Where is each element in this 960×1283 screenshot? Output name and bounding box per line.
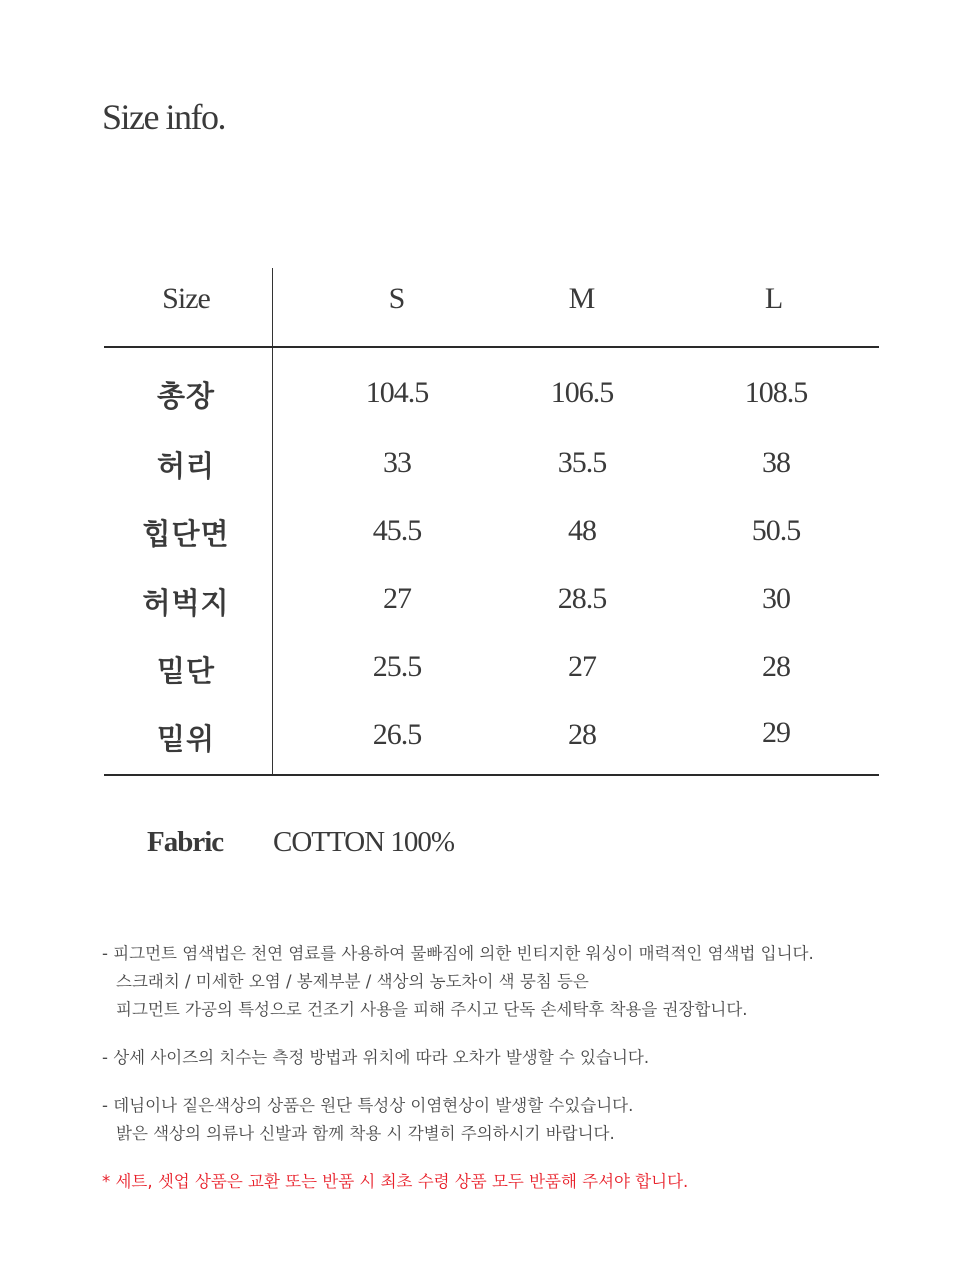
table-cell: 50.5: [751, 514, 801, 547]
size-column-l: L: [764, 282, 784, 315]
note-denim-line-1: - 데님이나 짙은색상의 상품은 원단 특성상 이염현상이 발생할 수있습니다.: [102, 1096, 634, 1115]
fabric-label: Fabric: [147, 826, 224, 858]
note-set-return-warning: * 세트, 셋업 상품은 교환 또는 반품 시 최초 수령 상품 모두 반품해 주셔야 합니다.: [102, 1172, 689, 1191]
row-label-total-length: 총장: [156, 379, 216, 413]
table-cell: 27: [383, 582, 411, 615]
table-cell: 29: [762, 716, 790, 749]
table-cell: 30: [762, 582, 790, 615]
note-measurement-line-1: - 상세 사이즈의 치수는 측정 방법과 위치에 따라 오차가 발생할 수 있습니다.: [102, 1048, 650, 1067]
table-cell: 38: [762, 446, 790, 479]
table-cell: 27: [568, 650, 596, 683]
table-bottom-divider: [104, 774, 879, 776]
care-notes: [102, 940, 922, 1196]
table-cell: 26.5: [372, 718, 422, 751]
note-spacer: [102, 1148, 922, 1168]
table-cell: 28.5: [557, 582, 607, 615]
size-column-s: S: [388, 282, 406, 315]
row-label-hem: 밑단: [156, 654, 216, 688]
page-title: Size info.: [102, 97, 225, 137]
table-cell: 33: [383, 446, 411, 479]
size-header-label: Size: [162, 282, 210, 315]
table-header-divider: [104, 346, 879, 348]
row-label-rise: 밑위: [156, 722, 216, 756]
note-pigment-line-1: - 피그먼트 염색법은 천연 염료를 사용하여 물빠짐에 의한 빈티지한 워싱이 매력적인 염색법 입니다.: [102, 944, 814, 963]
table-cell: 25.5: [372, 650, 422, 683]
row-label-hip: 힙단면: [142, 517, 230, 551]
row-label-waist: 허리: [156, 449, 216, 483]
table-cell: 45.5: [372, 514, 422, 547]
note-spacer: [102, 1072, 922, 1092]
size-column-m: M: [568, 282, 596, 315]
table-vertical-divider: [272, 268, 273, 776]
note-pigment-line-3: 피그먼트 가공의 특성으로 건조기 사용을 피해 주시고 단독 손세탁후 착용을 권장합니다.: [116, 1000, 748, 1019]
note-spacer: [102, 1024, 922, 1044]
table-cell: 108.5: [744, 376, 808, 409]
table-cell: 35.5: [557, 446, 607, 479]
fabric-value: COTTON 100%: [273, 826, 454, 858]
size-table: [104, 268, 879, 776]
row-label-thigh: 허벅지: [142, 586, 230, 620]
note-pigment-line-2: 스크래치 / 미세한 오염 / 봉제부분 / 색상의 농도차이 색 뭉침 등은: [116, 972, 589, 991]
note-denim-line-2: 밝은 색상의 의류나 신발과 함께 착용 시 각별히 주의하시기 바랍니다.: [116, 1124, 615, 1143]
table-cell: 104.5: [365, 376, 429, 409]
table-cell: 48: [568, 514, 596, 547]
table-cell: 106.5: [550, 376, 614, 409]
table-cell: 28: [762, 650, 790, 683]
table-cell: 28: [568, 718, 596, 751]
